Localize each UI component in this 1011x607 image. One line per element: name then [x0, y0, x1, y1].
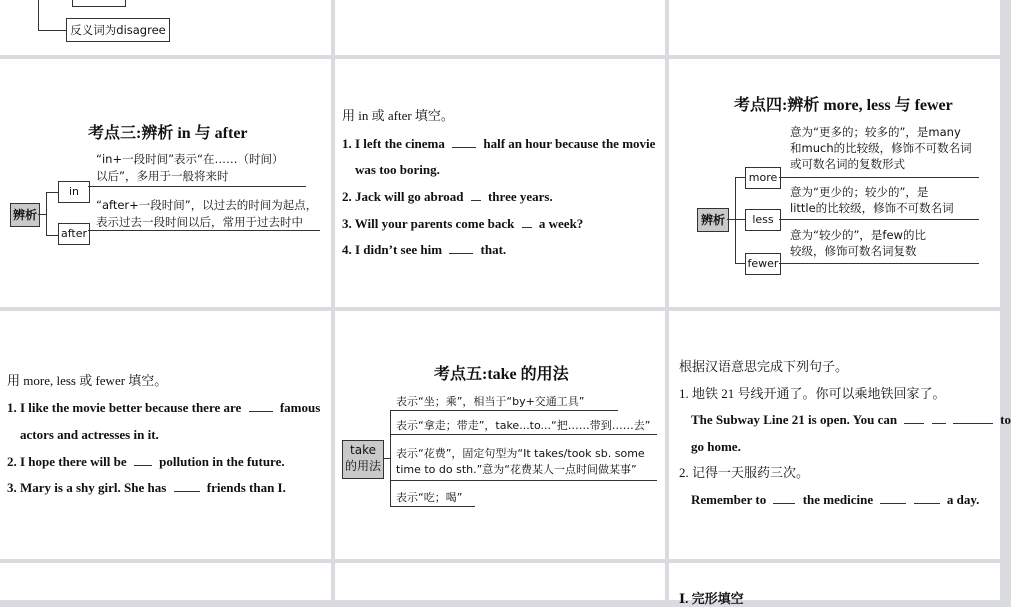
blank: [880, 493, 906, 504]
exercise-header: 用 in 或 after 填空。: [342, 108, 454, 123]
note-less-line1: 意为“更少的；较少的”，是: [790, 185, 929, 199]
connector: [779, 263, 789, 264]
note-after-line1: “after+一段时间”，以过去的时间为起点，: [96, 198, 318, 212]
connector: [390, 410, 391, 506]
exercise-header: 用 more, less 或 fewer 填空。: [7, 373, 168, 388]
q4-part-b: that.: [480, 242, 507, 257]
underline: [789, 263, 979, 264]
antonym-box: 反义词为disagree: [66, 18, 170, 42]
panel-top-right: [669, 0, 1000, 55]
panel-bottom-left: [0, 563, 331, 600]
q1-part-a: 1. I left the cinema: [342, 136, 445, 151]
q1-part-a: 1. I like the movie better because there are: [7, 400, 242, 415]
underline: [390, 410, 618, 411]
panel-exercise-in-after: [335, 59, 665, 307]
root-line-2: 的用法: [344, 459, 381, 473]
underline: [789, 177, 979, 178]
underline: [789, 219, 979, 220]
q2-part-b: pollution in the future.: [159, 454, 285, 469]
panel-exercise-more-less: [0, 311, 331, 559]
underline: [96, 230, 320, 231]
underline: [390, 506, 475, 507]
underline: [390, 434, 657, 435]
note-after-line2: 表示过去一段时间以后，常用于过去时中: [96, 215, 303, 229]
q1-part-b: famous: [279, 400, 321, 415]
branch-fewer: fewer: [745, 253, 781, 275]
blank: [773, 493, 795, 504]
page-title: 考点四:辨析 more, less 与 fewer: [734, 97, 953, 114]
blank: [134, 455, 152, 466]
connector: [735, 177, 736, 263]
connector: [46, 235, 58, 236]
s2-part-b: the medicine: [802, 492, 874, 507]
connector: [88, 230, 96, 231]
blank: [449, 243, 473, 254]
page-title: 考点三:辨析 in 与 after: [88, 125, 248, 142]
usage-2: 表示“拿走；带走”，take...to...“把……带到……去”: [396, 419, 651, 432]
blank: [471, 190, 481, 201]
connector: [38, 214, 46, 215]
q3-part-a: 3. Will your parents come back: [342, 216, 515, 231]
s1-part-b: to: [1000, 412, 1011, 427]
blank: [904, 413, 924, 424]
branch-less: less: [745, 209, 781, 231]
panel-translation: [669, 311, 1011, 559]
usage-3-line1: 表示“花费”，固定句型为“It takes/took sb. some: [396, 447, 645, 460]
panel-take-usage: [335, 311, 665, 559]
sentence-2-en: [691, 492, 979, 508]
root-line-1: take: [350, 443, 376, 457]
connector: [38, 30, 66, 31]
note-in-line2: 以后”，多用于一般将来时: [96, 169, 229, 183]
branch-after: after: [58, 223, 90, 245]
q3-part-b: a week?: [538, 216, 584, 231]
connector: [779, 219, 789, 220]
q4-part-a: 4. I didn’t see him: [342, 242, 443, 257]
question-3: [342, 216, 583, 232]
blank: [452, 137, 476, 148]
usage-3-line2: time to do sth.”意为“花费某人一点时间做某事”: [396, 463, 637, 476]
q2-part-b: three years.: [487, 189, 553, 204]
fragment-box: [72, 0, 126, 7]
blank: [914, 493, 940, 504]
s1-part-a: The Subway Line 21 is open. You can: [691, 412, 898, 427]
panel-more-less-fewer: [669, 59, 1000, 307]
sentence-1-cn: 1. 地铁 21 号线开通了。你可以乘地铁回家了。: [679, 386, 946, 401]
connector: [46, 192, 58, 193]
sentence-2-cn: 2. 记得一天服药三次。: [679, 465, 810, 480]
panel-top-middle: [335, 0, 665, 55]
note-fewer-line2: 较级，修饰可数名词复数: [790, 244, 917, 258]
connector: [38, 0, 39, 30]
note-fewer-line1: 意为“较少的”，是few的比: [790, 228, 926, 242]
question-3: [7, 480, 286, 496]
q1-part-b: half an hour because the movie: [483, 136, 656, 151]
question-1: [7, 400, 320, 416]
usage-1: 表示“坐；乘”，相当于“by+交通工具”: [396, 395, 585, 408]
note-more-line3: 或可数名词的复数形式: [790, 157, 905, 171]
question-1-cont: was too boring.: [355, 162, 440, 177]
question-1: [342, 136, 655, 152]
connector: [779, 177, 789, 178]
q2-part-a: 2. I hope there will be: [7, 454, 127, 469]
q3-part-a: 3. Mary is a shy girl. She has: [7, 480, 167, 495]
question-1-cont: actors and actresses in it.: [20, 427, 159, 442]
q3-part-b: friends than I.: [206, 480, 286, 495]
panel-bottom-right: [669, 563, 1000, 606]
mindmap-root: 辨析: [697, 208, 729, 232]
q2-part-a: 2. Jack will go abroad: [342, 189, 464, 204]
connector: [88, 186, 96, 187]
panel-top-left: [0, 0, 331, 55]
mindmap-root: [342, 440, 384, 479]
note-in-line1: “in+一段时间”表示“在……（时间）: [96, 152, 284, 166]
underline: [96, 186, 306, 187]
sentence-1-en-cont: go home.: [691, 439, 741, 454]
question-4: [342, 242, 506, 258]
note-more-line1: 意为“更多的；较多的”，是many: [790, 125, 961, 139]
blank: [174, 481, 200, 492]
question-2: [342, 189, 553, 205]
blank: [953, 413, 993, 424]
connector: [46, 192, 47, 235]
usage-4: 表示“吃；喝”: [396, 491, 463, 504]
connector: [727, 219, 735, 220]
underline: [390, 480, 657, 481]
sentence-1-en: [691, 412, 1011, 428]
question-2: [7, 454, 285, 470]
branch-in: in: [58, 181, 90, 203]
page-title: 考点五:take 的用法: [434, 366, 569, 383]
exercise-header: 根据汉语意思完成下列句子。: [679, 359, 849, 374]
blank: [932, 413, 946, 424]
branch-more: more: [745, 167, 781, 189]
blank: [522, 217, 532, 228]
panel-bottom-middle: [335, 563, 665, 600]
s2-part-a: Remember to: [691, 492, 767, 507]
s2-part-c: a day.: [946, 492, 980, 507]
note-more-line2: 和much的比较级，修饰不可数名词: [790, 141, 972, 155]
blank: [249, 401, 273, 412]
panel-in-after: [0, 59, 331, 307]
note-less-line2: little的比较级，修饰不可数名词: [790, 201, 954, 215]
mindmap-root: 辨析: [10, 203, 40, 227]
cloze-header: Ⅰ. 完形填空: [679, 591, 744, 606]
